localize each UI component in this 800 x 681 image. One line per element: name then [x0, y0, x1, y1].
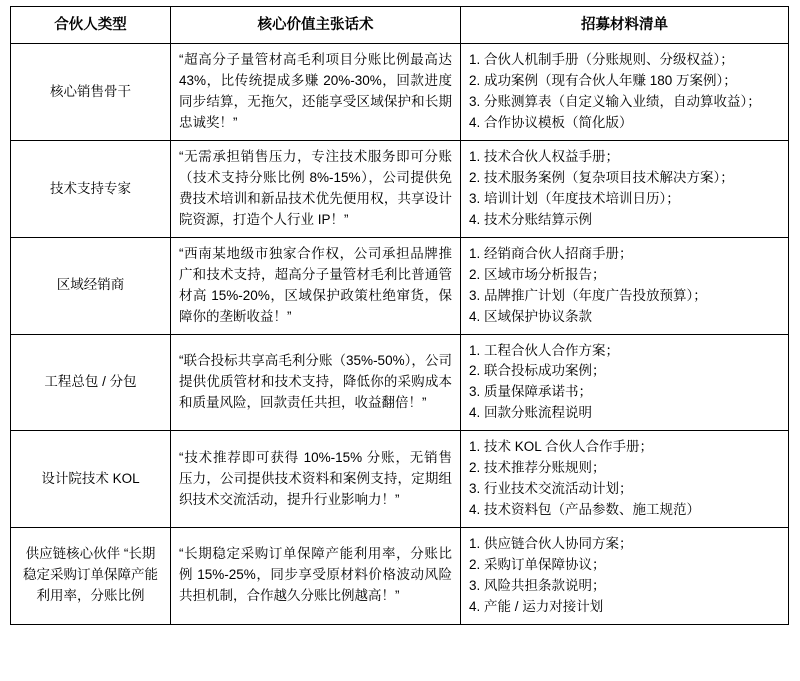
table-body: [11, 44, 789, 624]
cell-partner-type: 技术支持专家: [11, 141, 171, 238]
cell-value-pitch: “技术推荐即可获得 10%-15% 分账，无销售压力，公司提供技术资料和案例支持，定期组织技术交流活动，提升行业影响力！”: [171, 431, 461, 528]
material-item: 2. 区域市场分析报告；: [469, 266, 606, 282]
column-header-materials: 招募材料清单: [461, 7, 789, 44]
table-row: [11, 237, 789, 334]
cell-materials: [461, 527, 789, 624]
cell-materials: [461, 141, 789, 238]
material-item: 4. 合作协议模板（简化版）: [469, 115, 633, 131]
partner-recruitment-table: [10, 6, 789, 625]
material-item: 1. 技术合伙人权益手册；: [469, 149, 620, 165]
material-item: 1. 经销商合伙人招商手册；: [469, 245, 633, 261]
table-header: [11, 7, 789, 44]
material-item: 2. 采购订单保障协议；: [469, 556, 606, 572]
material-item: 3. 风险共担条款说明；: [469, 577, 606, 593]
material-item: 2. 成功案例（现有合伙人年赚 180 万案例）；: [469, 73, 737, 89]
material-item: 4. 技术资料包（产品参数、施工规范）: [469, 501, 701, 517]
material-item: 1. 合伙人机制手册（分账规则、分级权益）；: [469, 52, 734, 68]
cell-materials: [461, 44, 789, 141]
table-row: [11, 141, 789, 238]
material-item: 1. 技术 KOL 合伙人合作手册；: [469, 439, 654, 455]
table-row: [11, 527, 789, 624]
table-row: [11, 334, 789, 431]
material-item: 2. 技术推荐分账规则；: [469, 460, 606, 476]
cell-partner-type: 供应链核心伙伴 “长期稳定采购订单保障产能利用率，分账比例: [11, 527, 171, 624]
material-item: 3. 分账测算表（自定义输入业绩，自动算收益）；: [469, 94, 761, 110]
cell-materials: [461, 334, 789, 431]
table-header-row: [11, 7, 789, 44]
cell-partner-type: 区域经销商: [11, 237, 171, 334]
material-item: 4. 回款分账流程说明: [469, 405, 593, 421]
cell-partner-type: 设计院技术 KOL: [11, 431, 171, 528]
cell-materials: [461, 237, 789, 334]
material-item: 3. 行业技术交流活动计划；: [469, 481, 633, 497]
material-item: 3. 质量保障承诺书；: [469, 384, 593, 400]
table-row: [11, 431, 789, 528]
cell-value-pitch: “长期稳定采购订单保障产能利用率，分账比例 15%-25%，同步享受原材料价格波动风险共担机制，合作越久分账比例越高！”: [171, 527, 461, 624]
material-item: 4. 区域保护协议条款: [469, 308, 593, 324]
cell-materials: [461, 431, 789, 528]
material-item: 3. 培训计划（年度技术培训日历）；: [469, 191, 680, 206]
material-item: 4. 产能 / 运力对接计划: [469, 598, 604, 614]
cell-value-pitch: “超高分子量管材高毛利项目分账比例最高达 43%，比传统提成多赚 20%-30%，回款进度同步结算，无拖欠，还能享受区域保护和长期忠诚奖！”: [171, 44, 461, 141]
material-item: 4. 技术分账结算示例: [469, 211, 593, 227]
material-item: 2. 技术服务案例（复杂项目技术解决方案）；: [469, 170, 734, 186]
material-item: 1. 工程合伙人合作方案；: [469, 342, 620, 358]
cell-partner-type: 核心销售骨干: [11, 44, 171, 141]
cell-partner-type: 工程总包 / 分包: [11, 334, 171, 431]
cell-value-pitch: “联合投标共享高毛利分账（35%-50%），公司提供优质管材和技术支持，降低你的采购成本和质量风险，回款责任共担，收益翻倍！”: [171, 334, 461, 431]
material-item: 3. 品牌推广计划（年度广告投放预算）；: [469, 287, 707, 303]
table-row: [11, 44, 789, 141]
material-item: 1. 供应链合伙人协同方案；: [469, 535, 633, 551]
column-header-value-pitch: 核心价值主张话术: [171, 7, 461, 44]
cell-value-pitch: “西南某地级市独家合作权，公司承担品牌推广和技术支持，超高分子量管材毛利比普通管材高 15%-20%，区域保护政策杜绝窜货，保障你的垄断收益！”: [171, 237, 461, 334]
column-header-partner-type: 合伙人类型: [11, 7, 171, 44]
cell-value-pitch: “无需承担销售压力，专注技术服务即可分账（技术支持分账比例 8%-15%），公司提供免费技术培训和新品技术优先便用权，共享设计院资源，打造个人行业 IP！”: [171, 141, 461, 238]
material-item: 2. 联合投标成功案例；: [469, 363, 606, 379]
